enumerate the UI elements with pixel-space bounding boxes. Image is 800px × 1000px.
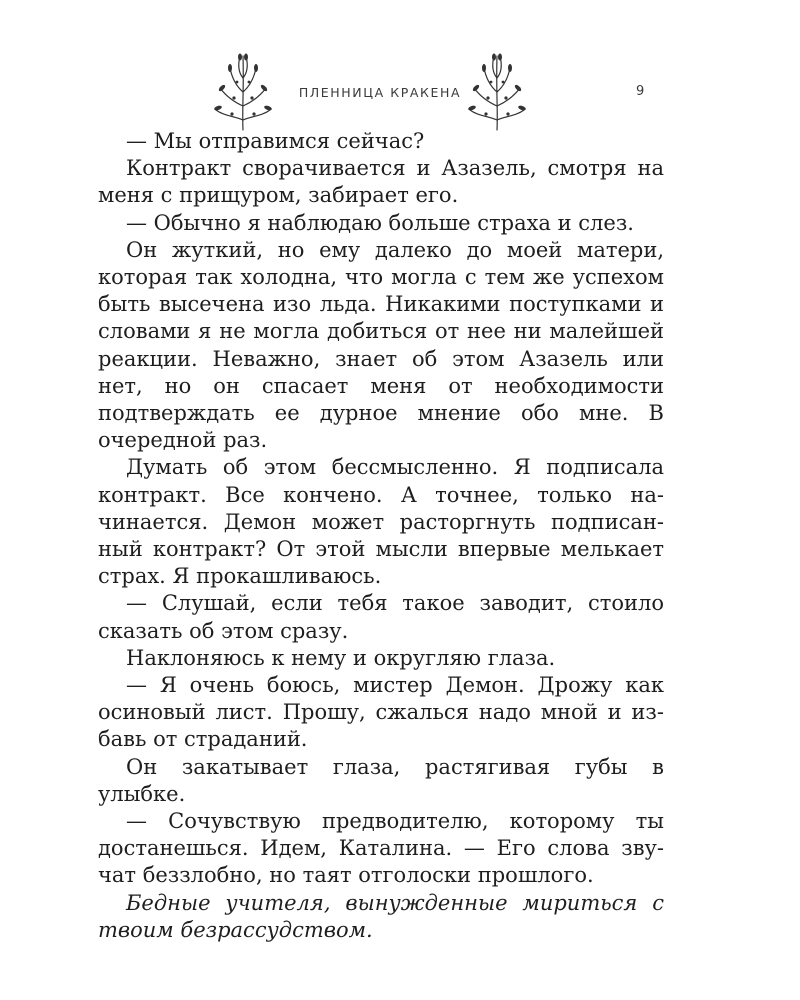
paragraph: Он жуткий, но ему далеко до моей матери, которая так холодна, что могла с тем же успехом быть высечена изо льда. Никакими поступками и словами я не могла добиться от нее ни малейшей реакции. Неважно, знает об этом Азазель или нет, но он спасает меня от необходимости подтверждать ее дурное мнение обо мне. В очередной раз. <box>98 237 664 453</box>
italic-paragraph: Бедные учителя, вынужденные мириться с твоим безрассудством. <box>98 890 664 942</box>
paragraph: Он закатывает глаза, растягивая губы в улыбке. <box>98 754 664 806</box>
running-head: ПЛЕННИЦА КРАКЕНА <box>298 85 462 100</box>
page-header <box>0 40 800 140</box>
paragraph: — Я очень боюсь, мистер Демон. Дрожу как осиновый лист. Прошу, сжалься надо мной и избавь от страданий. <box>98 673 664 752</box>
paragraph: Думать об этом бессмысленно. Я подписала контракт. Все кончено. А точнее, только начинается. Демон может расторгнуть подписанный контракт? От этой мысли впервые мелькает страх. Я прокашливаюсь. <box>98 455 664 589</box>
paragraph: — Слушай, если тебя такое заводит, стоило сказать об этом сразу. <box>98 591 664 643</box>
floral-ornament-icon <box>208 50 278 132</box>
paragraph: — Мы отправимся сейчас? <box>126 129 425 153</box>
paragraph: Наклоняюсь к нему и округляю глаза. <box>126 645 556 670</box>
paragraph: Контракт сворачивается и Азазель, смотря на меня с прищуром, забирает его. <box>98 156 664 208</box>
body-text <box>98 128 664 944</box>
paragraph: — Сочувствую предводителю, которому ты достанешься. Идем, Каталина. — Его слова звучат беззлобно, но таят отголоски прошлого. <box>98 809 664 888</box>
floral-ornament-icon <box>462 50 532 132</box>
paragraph: — Обычно я наблюдаю больше страха и слез. <box>126 210 634 235</box>
page-number: 9 <box>636 84 645 99</box>
